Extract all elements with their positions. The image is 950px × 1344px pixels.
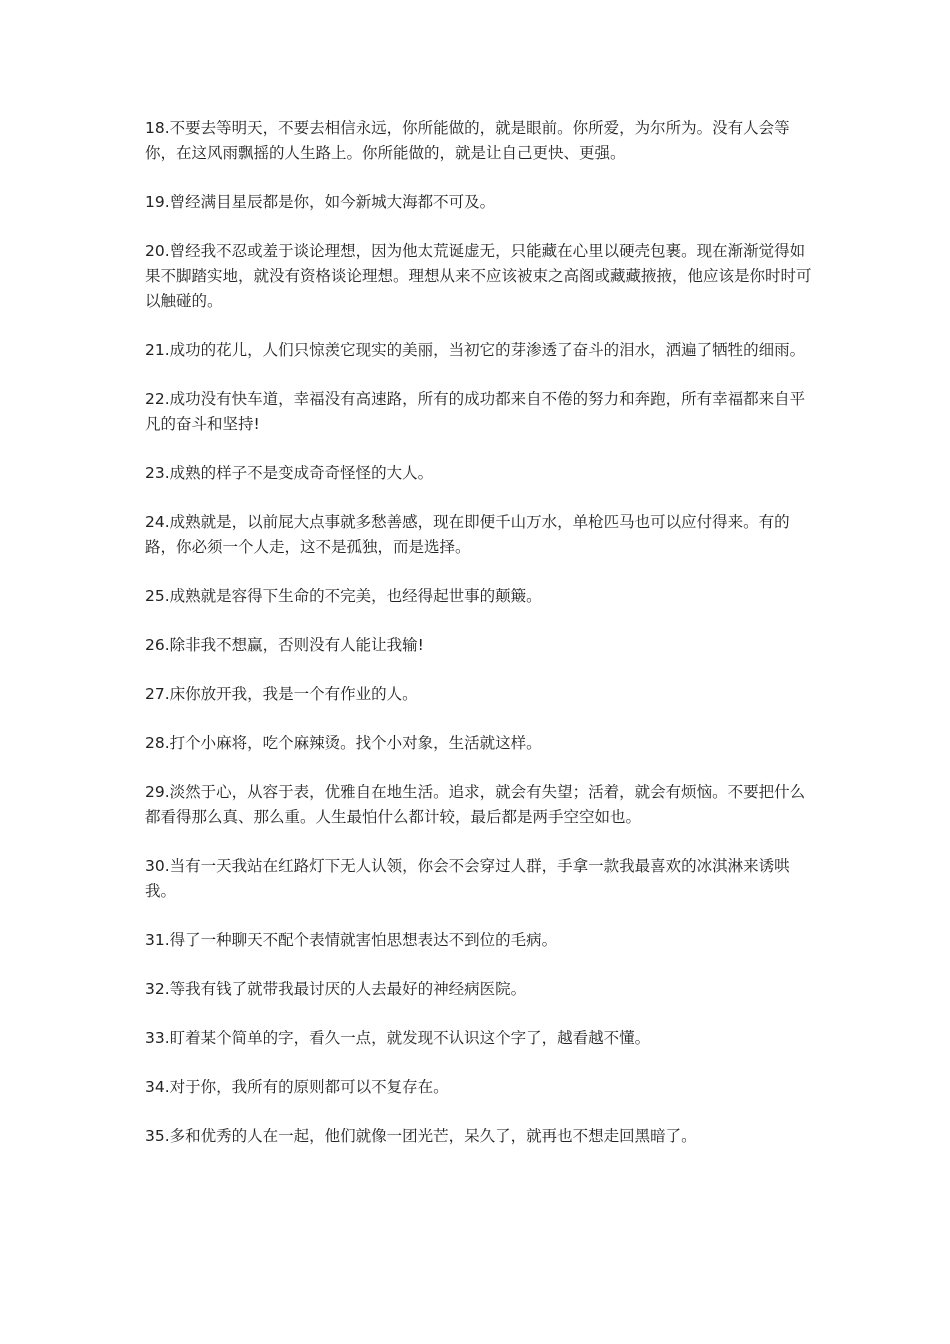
paragraph-27: 27.床你放开我，我是一个有作业的人。 (145, 685, 418, 703)
paragraph-32: 32.等我有钱了就带我最讨厌的人去最好的神经病医院。 (145, 980, 527, 998)
paragraph-20: 20.曾经我不忍或羞于谈论理想，因为他太荒诞虚无，只能藏在心里以硬壳包裹。现在渐渐觉得如果不脚踏实地，就没有资格谈论理想。理想从来不应该被束之高阁或藏藏掖掖，他应该是你时时可以触碰的。 (145, 242, 812, 310)
paragraph-23: 23.成熟的样子不是变成奇奇怪怪的大人。 (145, 464, 434, 482)
paragraph-26: 26.除非我不想赢，否则没有人能让我输! (145, 636, 424, 654)
paragraph-18: 18.不要去等明天，不要去相信永远，你所能做的，就是眼前。你所爱，为尔所为。没有人会等你，在这风雨飘摇的人生路上。你所能做的，就是让自己更快、更强。 (145, 119, 790, 162)
paragraph-30: 30.当有一天我站在红路灯下无人认领，你会不会穿过人群，手拿一款我最喜欢的冰淇淋来诱哄我。 (145, 857, 790, 900)
paragraph-33: 33.盯着某个简单的字，看久一点，就发现不认识这个字了，越看越不懂。 (145, 1029, 651, 1047)
paragraph-28: 28.打个小麻将，吃个麻辣烫。找个小对象，生活就这样。 (145, 734, 542, 752)
paragraph-21: 21.成功的花儿，人们只惊羡它现实的美丽，当初它的芽渗透了奋斗的泪水，洒遍了牺牲的细雨。 (145, 341, 806, 359)
paragraph-29: 29.淡然于心，从容于表，优雅自在地生活。追求，就会有失望；活着，就会有烦恼。不要把什么都看得那么真、那么重。人生最怕什么都计较，最后都是两手空空如也。 (145, 783, 806, 826)
paragraph-34: 34.对于你，我所有的原则都可以不复存在。 (145, 1078, 449, 1096)
paragraph-25: 25.成熟就是容得下生命的不完美，也经得起世事的颠簸。 (145, 587, 542, 605)
paragraph-22: 22.成功没有快车道，幸福没有高速路，所有的成功都来自不倦的努力和奔跑，所有幸福都来自平凡的奋斗和坚持! (145, 390, 806, 433)
paragraph-35: 35.多和优秀的人在一起，他们就像一团光芒，呆久了，就再也不想走回黑暗了。 (145, 1127, 697, 1145)
paragraph-31: 31.得了一种聊天不配个表情就害怕思想表达不到位的毛病。 (145, 931, 558, 949)
paragraph-24: 24.成熟就是，以前屁大点事就多愁善感，现在即便千山万水，单枪匹马也可以应付得来。有的路，你必须一个人走，这不是孤独，而是选择。 (145, 513, 790, 556)
document-body (145, 116, 813, 1173)
paragraph-19: 19.曾经满目星辰都是你，如今新城大海都不可及。 (145, 193, 496, 211)
